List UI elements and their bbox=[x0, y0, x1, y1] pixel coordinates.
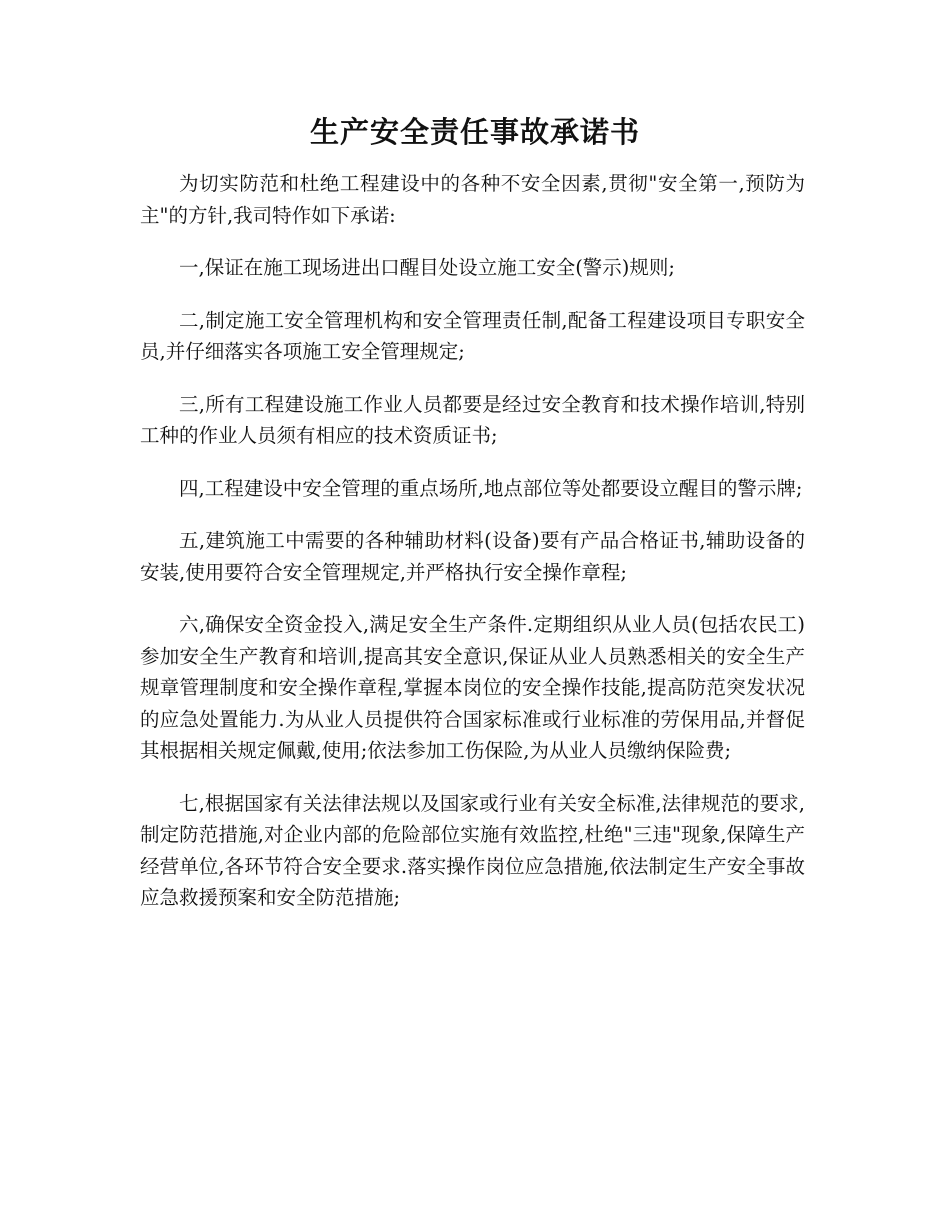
clause-2-paragraph: 二,制定施工安全管理机构和安全管理责任制,配备工程建设项目专职安全员,并仔细落实各项施工安全管理规定; bbox=[140, 308, 805, 363]
clause-5-paragraph: 五,建筑施工中需要的各种辅助材料(设备)要有产品合格证书,辅助设备的安装,使用要符合安全管理规定,并严格执行安全操作章程; bbox=[140, 529, 805, 584]
clause-4-paragraph: 四,工程建设中安全管理的重点场所,地点部位等处都要设立醒目的警示牌; bbox=[179, 476, 803, 500]
intro-paragraph: 为切实防范和杜绝工程建设中的各种不安全因素,贯彻"安全第一,预防为主"的方针,我司特作如下承诺: bbox=[140, 172, 805, 227]
document-title: 生产安全责任事故承诺书 bbox=[309, 115, 640, 149]
clause-3-paragraph: 三,所有工程建设施工作业人员都要是经过安全教育和技术操作培训,特别工种的作业人员须有相应的技术资质证书; bbox=[140, 392, 805, 447]
clause-6-paragraph: 六,确保安全资金投入,满足安全生产条件.定期组织从业人员(包括农民工)参加安全生产教育和培训,提高其安全意识,保证从业人员熟悉相关的安全生产规章管理制度和安全操作章程,掌握本岗位的安全操作技能,提高防范突发状况的应急处置能力.为从业人员提供符合国家标准或行业标准的劳保用品,并督促其根据相关规定佩戴,使用;依法参加工伤保险,为从业人员缴纳保险费; bbox=[140, 613, 805, 762]
document-body bbox=[140, 168, 805, 935]
clause-1-paragraph: 一,保证在施工现场进出口醒目处设立施工安全(警示)规则; bbox=[179, 256, 675, 279]
clause-7-paragraph: 七,根据国家有关法律法规以及国家或行业有关安全标准,法律规范的要求,制定防范措施,对企业内部的危险部位实施有效监控,杜绝"三违"现象,保障生产经营单位,各环节符合安全要求.落实操作岗位应急措施,依法制定生产安全事故应急救援预案和安全防范措施; bbox=[140, 791, 805, 909]
